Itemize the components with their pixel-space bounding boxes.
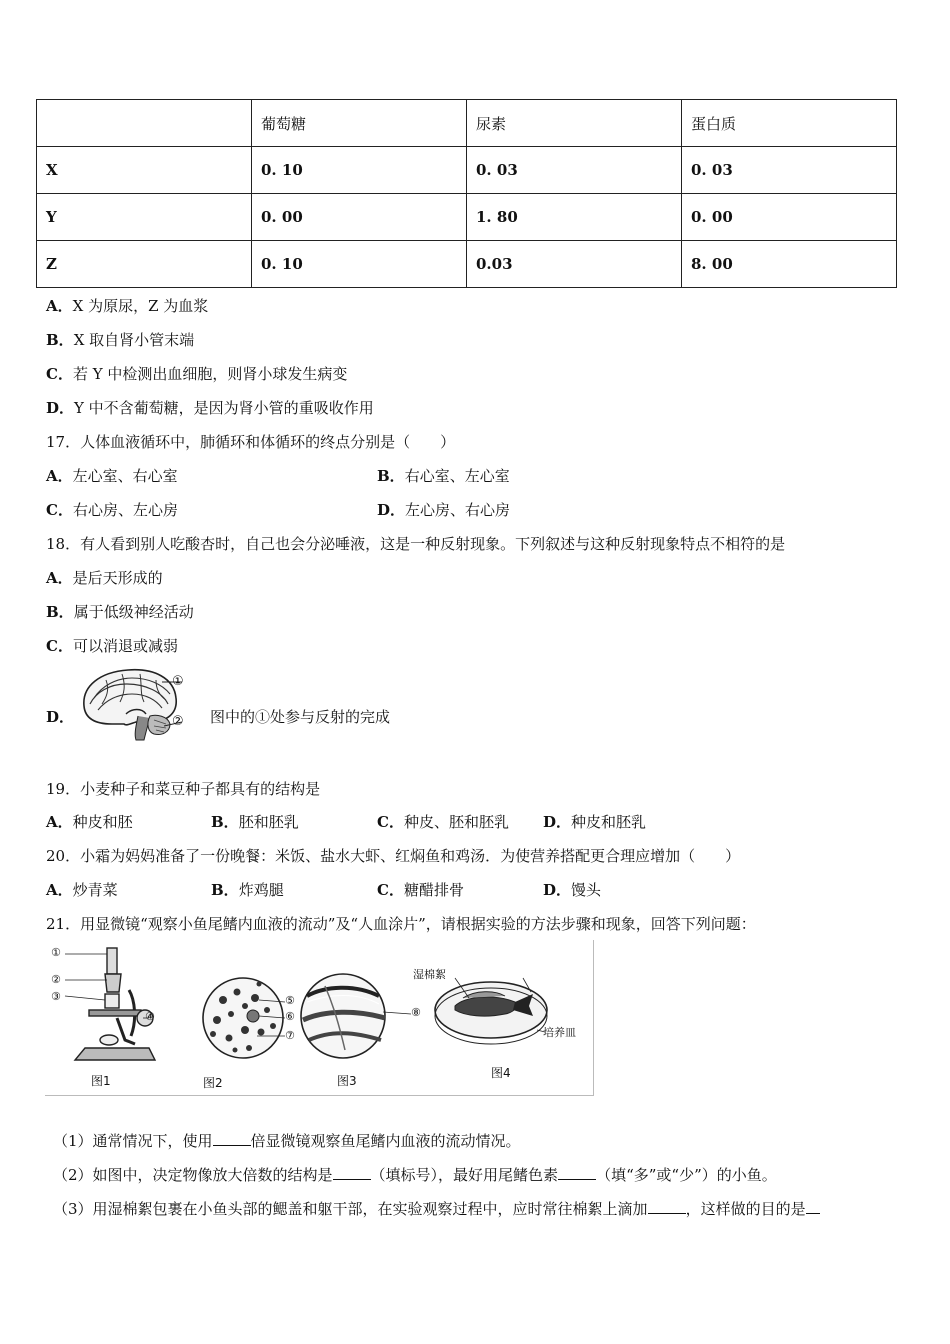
- q21-stem: 21．用显微镜“观察小鱼尾鳍内血液的流动”及“人血涂片”，请根据实验的方法步骤和现象，回答下列问题：: [46, 915, 756, 933]
- table-cell: 0. 00: [252, 194, 467, 241]
- q16-option-d: D．Y 中不含葡萄糖，是因为肾小管的重吸收作用: [46, 399, 374, 417]
- marker-4: ④: [145, 1010, 155, 1023]
- table-cell: X: [37, 147, 252, 194]
- table-row: [37, 194, 897, 241]
- brain-marker-2: ②: [172, 714, 184, 729]
- q19-option-a: A．种皮和胚: [46, 813, 133, 831]
- marker-7: ⑦: [285, 1029, 295, 1042]
- marker-1: ①: [51, 946, 61, 959]
- q17-option-d: D．左心房、右心房: [377, 501, 511, 519]
- q21-figure-drawing: [45, 940, 593, 1095]
- q19-option-d: D．种皮和胚乳: [543, 813, 647, 831]
- marker-8: ⑧: [411, 1006, 421, 1019]
- fig1-label: 图1: [91, 1074, 111, 1088]
- q20-option-d: D．馒头: [543, 881, 602, 899]
- q19-option-b: B．胚和胚乳: [211, 813, 299, 831]
- marker-3: ③: [51, 990, 61, 1003]
- marker-6: ⑥: [285, 1010, 295, 1023]
- data-table: [36, 99, 897, 288]
- marker-5: ⑤: [285, 994, 295, 1007]
- q17-option-c: C．右心房、左心房: [46, 501, 178, 519]
- table-row: [37, 241, 897, 288]
- q17-option-b: B．右心室、左心室: [377, 467, 510, 485]
- q17-stem: 17．人体血液循环中，肺循环和体循环的终点分别是（ ）: [46, 433, 456, 451]
- table-header-cell: [37, 100, 252, 147]
- q21-sub1: （1）通常情况下，使用 倍显微镜观察鱼尾鳍内血液的流动情况。: [53, 1132, 521, 1150]
- table-cell: Y: [37, 194, 252, 241]
- table-cell: 0. 03: [467, 147, 682, 194]
- table-cell: 0.03: [467, 241, 682, 288]
- q18-stem: 18．有人看到别人吃酸杏时，自己也会分泌唾液，这是一种反射现象。下列叙述与这种反射现象特点不相符的是: [46, 535, 786, 553]
- table-cell: 0. 10: [252, 241, 467, 288]
- table-cell: 0. 10: [252, 147, 467, 194]
- q18-option-c: C．可以消退或减弱: [46, 637, 178, 655]
- fig2-label: 图2: [203, 1076, 223, 1090]
- table-row: [37, 147, 897, 194]
- fig4-dish-label: 培养皿: [543, 1026, 576, 1039]
- table-header-cell: 葡萄糖: [252, 100, 467, 147]
- table-header-cell: 蛋白质: [682, 100, 897, 147]
- q18-option-d-label: D．: [46, 708, 75, 726]
- table-header-cell: 尿素: [467, 100, 682, 147]
- q17-option-a: A．左心室、右心室: [46, 467, 178, 485]
- q16-option-c: C．若 Y 中检测出血细胞，则肾小球发生病变: [46, 365, 348, 383]
- table-cell: Z: [37, 241, 252, 288]
- q21-figure: [45, 940, 594, 1096]
- q20-stem: 20．小霜为妈妈准备了一份晚餐：米饭、盐水大虾、红焖鱼和鸡汤．为使营养搭配更合理应增加（ ）: [46, 847, 741, 865]
- table-cell: 1. 80: [467, 194, 682, 241]
- fig3-label: 图3: [337, 1074, 357, 1088]
- q20-option-a: A．炒青菜: [46, 881, 118, 899]
- q19-stem: 19．小麦种子和菜豆种子都具有的结构是: [46, 780, 321, 798]
- q18-option-b: B．属于低级神经活动: [46, 603, 194, 621]
- q21-sub3: （3）用湿棉絮包裹在小鱼头部的鳃盖和躯干部，在实验观察过程中，应时常往棉絮上滴加 ，这样做的目的是: [53, 1198, 820, 1219]
- table-cell: 0. 03: [682, 147, 897, 194]
- q16-option-b: B．X 取自肾小管末端: [46, 331, 195, 349]
- q16-option-a: A．X 为原尿，Z 为血浆: [46, 297, 209, 315]
- fig4-label: 图4: [491, 1066, 511, 1080]
- q19-option-c: C．种皮、胚和胚乳: [377, 813, 509, 831]
- table-cell: 8. 00: [682, 241, 897, 288]
- q21-sub2: （2）如图中，决定物像放大倍数的结构是 （填标号），最好用尾鳍色素 （填“多”或“少”）的小鱼。: [53, 1166, 777, 1184]
- marker-2: ②: [51, 973, 61, 986]
- table-cell: 0. 00: [682, 194, 897, 241]
- brain-marker-1: ①: [172, 674, 184, 689]
- fig4-wet-cotton-label: 湿棉絮: [413, 968, 446, 981]
- q18-option-d-text: 图中的①处参与反射的完成: [210, 708, 391, 726]
- table-header-row: [37, 100, 897, 147]
- q20-option-b: B．炸鸡腿: [211, 881, 284, 899]
- q20-option-c: C．糖醋排骨: [377, 881, 464, 899]
- q18-option-a: A．是后天形成的: [46, 569, 163, 587]
